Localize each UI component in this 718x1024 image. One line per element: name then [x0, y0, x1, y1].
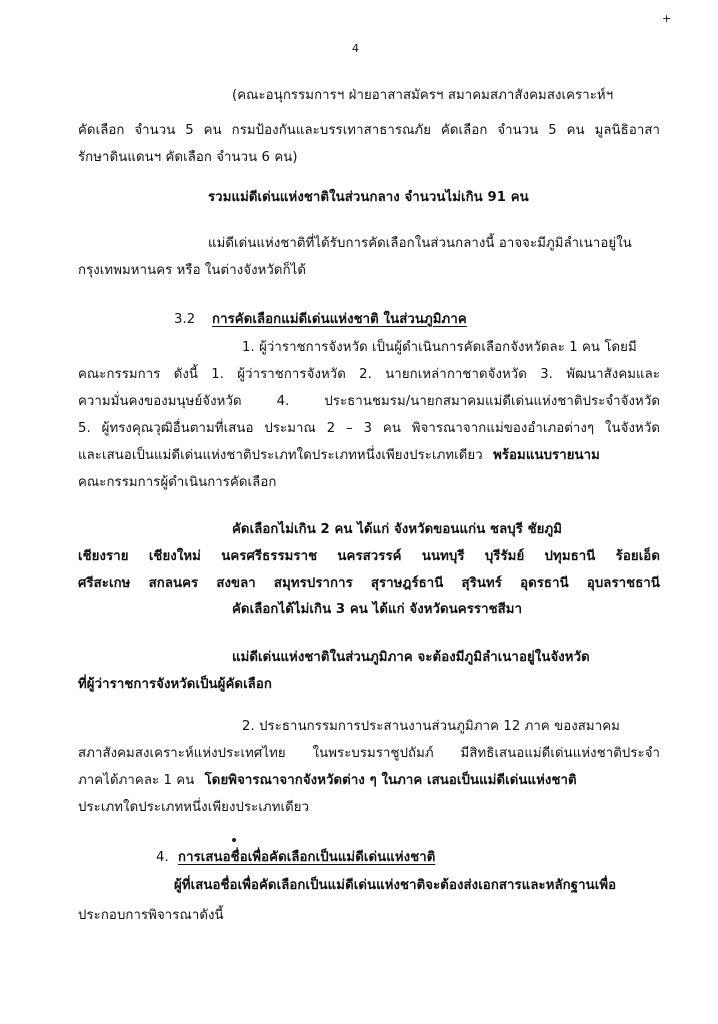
regional-note: แม่ดีเด่นแห่งชาติในส่วนภูมิภาค จะต้องมีภูมิลำเนาอยู่ในจังหวัด: [232, 650, 590, 665]
text-line: ประกอบการพิจารณาดังนี้: [78, 908, 224, 923]
section-number: 3.2: [174, 312, 196, 327]
text-line: 1. ผู้ว่าราชการจังหวัด เป็นผู้ดำเนินการคัดเลือกจังหวัดละ 1 คน โดยมี: [242, 340, 637, 355]
section-title: การเสนอชื่อเพื่อคัดเลือกเป็นแม่ดีเด่นแห่งชาติ: [178, 850, 436, 865]
text-line: แม่ดีเด่นแห่งชาติที่ได้รับการคัดเลือกในส่วนกลางนี้ อาจจะมีภูมิลำเนาอยู่ใน: [208, 236, 632, 251]
regional-note: ที่ผู้ว่าราชการจังหวัดเป็นผู้คัดเลือก: [78, 677, 272, 692]
text-line: กรุงเทพมหานคร หรือ ในต่างจังหวัดก็ได้: [78, 263, 307, 278]
text-line: สภาสังคมสงเคราะห์แห่งประเทศไทย ในพระบรมราชูปถัมภ์ มีสิทธิเสนอแม่ดีเด่นแห่งชาติประจำ: [78, 746, 660, 761]
text-segment: และเสนอเป็นแม่ดีเด่นแห่งชาติประเภทใดประเภทหนึ่งเพียงประเภทเดียว: [78, 448, 483, 463]
section-number: 4.: [156, 850, 169, 865]
text-line: คณะกรรมการผู้ดำเนินการคัดเลือก: [78, 475, 277, 490]
text-line: คณะกรรมการ ดังนี้ 1. ผู้ว่าราชการจังหวัด 2. นายกเหล่ากาชาดจังหวัด 3. พัฒนาสังคมและ: [78, 367, 660, 382]
text-line: รักษาดินแดนฯ คัดเลือก จำนวน 6 คน): [78, 150, 298, 165]
province-line: คัดเลือกไม่เกิน 2 คน ได้แก่ จังหวัดขอนแก่น ชลบุรี ชัยภูมิ: [232, 522, 563, 537]
text-segment-bold: พร้อมแนบรายนาม: [493, 448, 600, 463]
province-line: เชียงราย เชียงใหม่ นครศรีธรรมราช นครสวรรค์ นนทบุรี บุรีรัมย์ ปทุมธานี ร้อยเอ็ด: [78, 549, 660, 564]
province-line: ศรีสะเกษ สกลนคร สงขลา สมุทรปราการ สุราษฎร์ธานี สุรินทร์ อุดรธานี อุบลราชธานี: [78, 576, 660, 591]
stray-dot: [232, 838, 236, 842]
text-segment: ภาคได้ภาคละ 1 คน: [78, 773, 195, 788]
text-segment-bold: โดยพิจารณาจากจังหวัดต่าง ๆ ในภาค เสนอเป็นแม่ดีเด่นแห่งชาติ: [204, 773, 577, 788]
text-line: (คณะอนุกรรมการฯ ฝ่ายอาสาสมัครฯ สมาคมสภาสังคมสงเคราะห์ฯ: [232, 88, 614, 103]
section-total-heading: รวมแม่ดีเด่นแห่งชาติในส่วนกลาง จำนวนไม่เกิน 91 คน: [208, 190, 529, 205]
text-line: ความมั่นคงของมนุษย์จังหวัด 4. ประธานชมรม/นายกสมาคมแม่ดีเด่นแห่งชาติประจำจังหวัด: [78, 394, 660, 409]
text-line: [78, 771, 577, 791]
text-line: ประเภทใดประเภทหนึ่งเพียงประเภทเดียว: [78, 800, 310, 815]
text-line: ผู้ที่เสนอชื่อเพื่อคัดเลือกเป็นแม่ดีเด่นแห่งชาติจะต้องส่งเอกสารและหลักฐานเพื่อ: [174, 878, 617, 893]
province-line: คัดเลือกได้ไม่เกิน 3 คน ได้แก่ จังหวัดนครราชสีมา: [232, 602, 523, 617]
section-title: การคัดเลือกแม่ดีเด่นแห่งชาติ ในส่วนภูมิภาค: [212, 312, 467, 327]
text-line: [78, 446, 600, 466]
text-line: คัดเลือก จำนวน 5 คน กรมป้องกันและบรรเทาสาธารณภัย คัดเลือก จำนวน 5 คน มูลนิธิอาสา: [78, 123, 660, 138]
corner-mark: +: [662, 12, 672, 25]
text-line: 2. ประธานกรรมการประสานงานส่วนภูมิภาค 12 ภาค ของสมาคม: [242, 719, 620, 734]
text-line: 5. ผู้ทรงคุณวุฒิอื่นตามที่เสนอ ประมาณ 2 – 3 คน พิจารณาจากแม่ของอำเภอต่างๆ ในจังหวัด: [78, 421, 660, 436]
page-number: 4: [352, 42, 359, 55]
